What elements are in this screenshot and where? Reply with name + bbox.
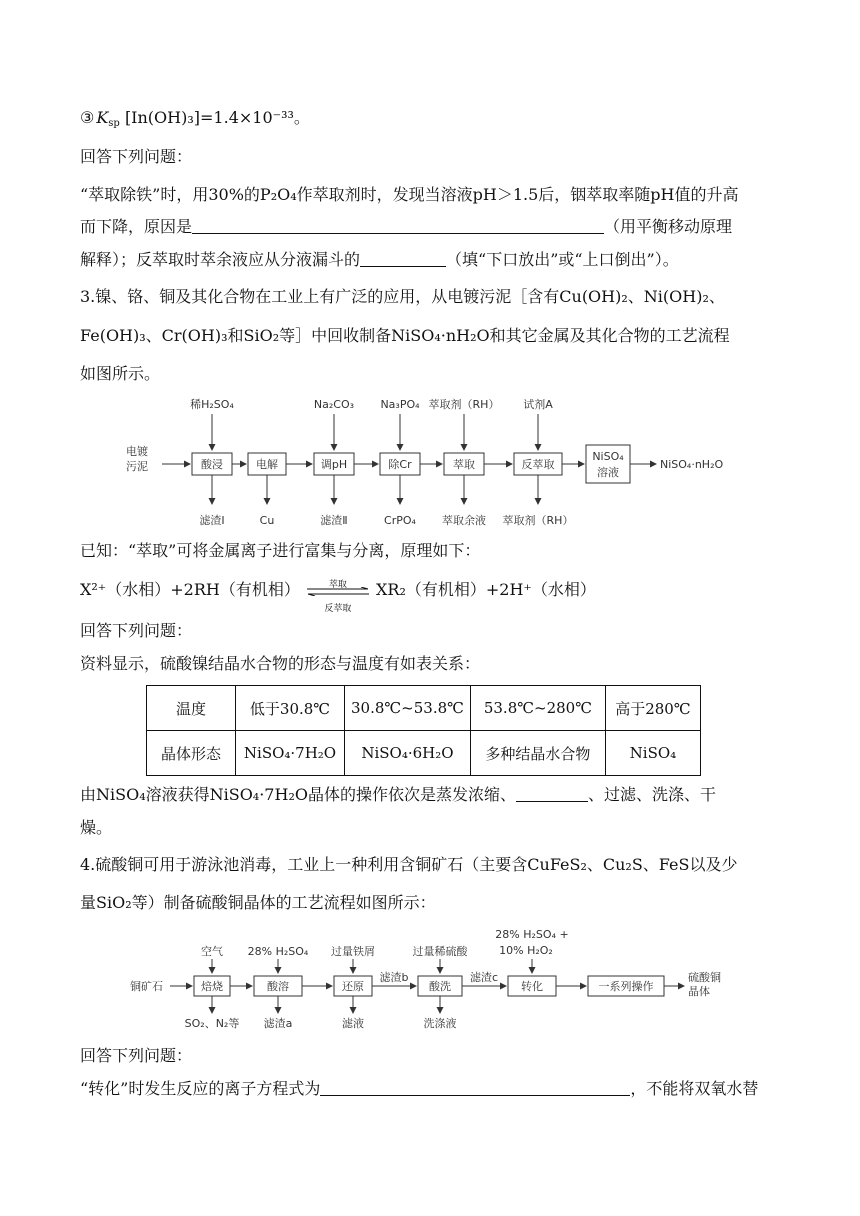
flow-source: 铜矿石: [130, 980, 163, 993]
q3-after-table: 由NiSO₄溶液获得NiSO₄·7H₂O晶体的操作依次是蒸发浓缩、 、过滤、洗涤、干: [80, 785, 716, 804]
flow-product: NiSO₄·nH₂O: [660, 458, 724, 471]
table-cell: 低于30.8℃: [236, 686, 345, 731]
answer-blank[interactable]: [320, 1079, 630, 1096]
equilibrium-arrow: 萃取 反萃取: [305, 581, 371, 601]
equilibrium-arrow-icon: [305, 587, 371, 596]
table-row: [147, 731, 701, 776]
table-row: [147, 686, 701, 731]
flow-input-reagent-a: 试剂A: [523, 398, 553, 411]
table-cell: 53.8℃~280℃: [470, 686, 605, 731]
q2-line-2: 而下降，原因是 （用平衡移动原理: [80, 217, 733, 236]
flow-output-residue-1: 滤渣Ⅰ: [199, 514, 225, 527]
flow-input-extractant: 萃取剂（RH）: [428, 398, 500, 411]
flow-step-acid-wash: 酸洗: [429, 980, 451, 993]
flow-input-iron: 过量铁屑: [331, 945, 375, 958]
flow-output-filtrate: 滤液: [342, 1017, 364, 1030]
ksp-index: ③: [80, 108, 95, 127]
table-cell: 温度: [147, 686, 236, 731]
flow-step-operations: 一系列操作: [598, 980, 654, 993]
nickel-sulfate-table: [146, 685, 701, 776]
flow-step-acid-leach: 酸浸: [201, 458, 223, 471]
flow-output-extractant: 萃取剂（RH）: [502, 514, 574, 527]
flow-input-mix-line2: 10% H₂O₂: [499, 944, 553, 957]
extraction-equation: [80, 578, 596, 614]
flow-output-residue-a: 滤渣a: [263, 1017, 293, 1030]
q4-last-line: “转化”时发生反应的离子方程式为 ，不能将双氧水替: [80, 1079, 759, 1098]
q4-intro-2: 量SiO₂等）制备硫酸铜晶体的工艺流程如图所示：: [80, 893, 436, 912]
flow-output-raffinate: 萃取余液: [442, 514, 486, 527]
flow-output-crpo4: CrPO₄: [384, 514, 416, 527]
flow-step-roast: 焙烧: [201, 980, 223, 993]
answer-blank[interactable]: [192, 217, 604, 234]
q2-line-1: “萃取除铁”时，用30%的P₂O₄作萃取剂时，发现当溶液pH＞1.5后，铟萃取率随pH值的升高: [80, 185, 739, 204]
q4-answer-prompt: 回答下列问题：: [80, 1046, 193, 1065]
flow-output-gases: SO₂、N₂等: [184, 1017, 240, 1030]
q3-after-table-2: 燥。: [80, 818, 113, 837]
q3-intro-3: 如图所示。: [80, 364, 161, 383]
flow-input-na2co3: Na₂CO₃: [313, 398, 355, 411]
flow-output-wash-liquid: 洗涤液: [423, 1017, 457, 1030]
q4-intro-1: 4.硫酸铜可用于游泳池消毒，工业上一种利用含铜矿石（主要含CuFeS₂、Cu₂S、FeS以及少: [80, 855, 738, 874]
flow-between-residue-c: 滤渣c: [469, 971, 499, 984]
flow-step-acid-dissolve: 酸溶: [267, 980, 289, 993]
equation-left: X²⁺（水相）+2RH（有机相）: [80, 580, 300, 599]
flow-step-reduce: 还原: [342, 980, 364, 993]
flow-source-line1: 电镀: [126, 445, 148, 458]
flow-product-line1: 硫酸铜: [688, 971, 721, 984]
ksp-expression: [In(OH)₃]=1.4×10⁻³³。: [124, 108, 310, 127]
flow-input-dilute-acid: 过量稀硫酸: [412, 945, 468, 958]
q3-flowchart: [120, 392, 740, 532]
flow-step-adjust-ph: 调pH: [320, 458, 348, 471]
table-cell: NiSO₄·7H₂O: [236, 731, 345, 776]
table-cell: 高于280℃: [605, 686, 700, 731]
flow-step-back-extraction: 反萃取: [521, 458, 555, 471]
flow-between-residue-b: 滤渣b: [379, 971, 409, 984]
flow-step-convert: 转化: [521, 980, 543, 993]
q4-flowchart: [126, 925, 746, 1037]
flow-final-line1: NiSO₄: [592, 450, 624, 463]
q2-answer-prompt: 回答下列问题：: [80, 147, 193, 166]
flow-input-h2so4: 稀H₂SO₄: [190, 398, 234, 411]
q3-answer-prompt: 回答下列问题：: [80, 621, 193, 640]
table-cell: 30.8℃~53.8℃: [345, 686, 471, 731]
ksp-line: ③ $K_{sp}$ [In(OH)₃]=1.4×10⁻³³。: [80, 108, 310, 129]
flow-step-extraction: 萃取: [453, 458, 475, 471]
table-cell: 晶体形态: [147, 731, 236, 776]
table-cell: NiSO₄·6H₂O: [345, 731, 471, 776]
q3-data-line: 资料显示，硫酸镍结晶水合物的形态与温度有如表关系：: [80, 654, 481, 673]
flow-source-line2: 污泥: [126, 460, 148, 473]
flow-step-electrolysis: 电解: [256, 458, 278, 471]
q2-line-3: 解释）；反萃取时萃余液应从分液漏斗的 （填“下口放出”或“上口倒出”）。: [80, 250, 679, 269]
flow-output-cu: Cu: [259, 514, 275, 527]
q3-intro-2: Fe(OH)₃、Cr(OH)₃和SiO₂等］中回收制备NiSO₄·nH₂O和其它金属及其化合物的工艺流程: [80, 326, 730, 345]
answer-blank[interactable]: [360, 250, 446, 267]
table-cell: 多种结晶水合物: [470, 731, 605, 776]
flow-final-line2: 溶液: [597, 466, 619, 479]
flow-output-residue-2: 滤渣Ⅱ: [320, 514, 348, 527]
flow-input-na3po4: Na₃PO₄: [380, 398, 420, 411]
flow-step-remove-cr: 除Cr: [388, 458, 412, 471]
q3-intro-1: 3.镍、铬、铜及其化合物在工业上有广泛的应用，从电镀污泥［含有Cu(OH)₂、Ni(OH)₂、: [80, 287, 725, 306]
flow-input-h2so4: 28% H₂SO₄: [247, 945, 309, 958]
flow-product-line2: 晶体: [688, 985, 710, 998]
table-cell: NiSO₄: [605, 731, 700, 776]
q3-known: 已知：“萃取”可将金属离子进行富集与分离，原理如下：: [80, 541, 481, 560]
answer-blank[interactable]: [516, 785, 588, 802]
equation-right: XR₂（有机相）+2H⁺（水相）: [376, 580, 596, 599]
flow-input-mix-line1: 28% H₂SO₄ +: [495, 928, 569, 941]
flow-input-air: 空气: [201, 945, 223, 958]
